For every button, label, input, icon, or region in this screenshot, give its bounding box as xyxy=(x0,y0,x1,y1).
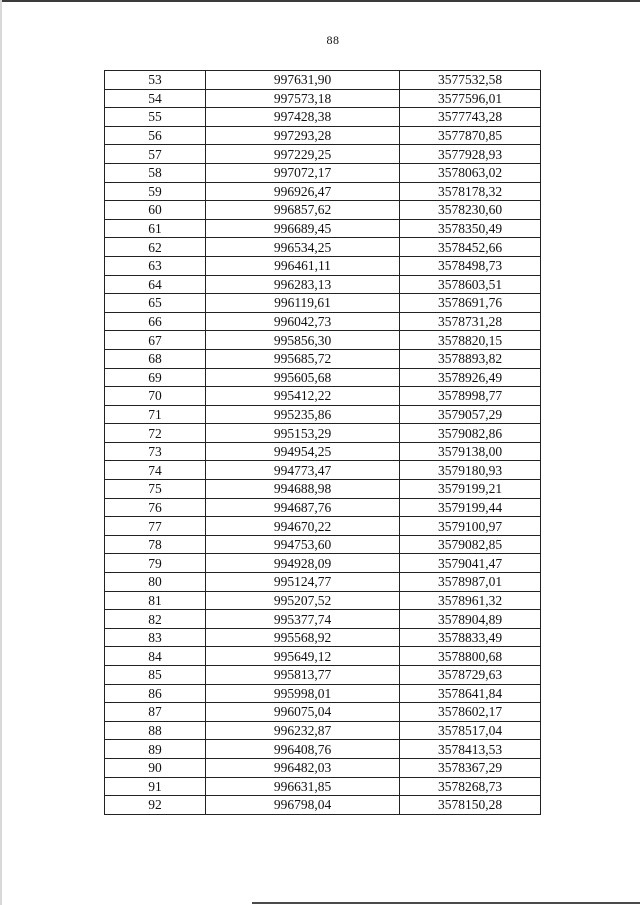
y-coordinate-cell: 3578498,73 xyxy=(400,256,541,275)
point-number-cell: 83 xyxy=(105,628,206,647)
x-coordinate-cell: 996631,85 xyxy=(206,777,400,796)
point-number-cell: 90 xyxy=(105,758,206,777)
y-coordinate-cell: 3579082,86 xyxy=(400,424,541,443)
x-coordinate-cell: 997573,18 xyxy=(206,89,400,108)
point-number-cell: 56 xyxy=(105,126,206,145)
y-coordinate-cell: 3578729,63 xyxy=(400,666,541,685)
y-coordinate-cell: 3578987,01 xyxy=(400,573,541,592)
point-number-cell: 53 xyxy=(105,71,206,90)
y-coordinate-cell: 3577870,85 xyxy=(400,126,541,145)
x-coordinate-cell: 996534,25 xyxy=(206,238,400,257)
x-coordinate-cell: 996283,13 xyxy=(206,275,400,294)
y-coordinate-cell: 3579138,00 xyxy=(400,442,541,461)
table-row xyxy=(105,256,541,275)
point-number-cell: 78 xyxy=(105,535,206,554)
x-coordinate-cell: 996042,73 xyxy=(206,312,400,331)
y-coordinate-cell: 3578452,66 xyxy=(400,238,541,257)
point-number-cell: 65 xyxy=(105,294,206,313)
x-coordinate-cell: 997293,28 xyxy=(206,126,400,145)
point-number-cell: 81 xyxy=(105,591,206,610)
x-coordinate-cell: 995813,77 xyxy=(206,666,400,685)
point-number-cell: 80 xyxy=(105,573,206,592)
x-coordinate-cell: 996857,62 xyxy=(206,201,400,220)
table-row xyxy=(105,312,541,331)
table-row xyxy=(105,331,541,350)
y-coordinate-cell: 3578230,60 xyxy=(400,201,541,220)
x-coordinate-cell: 995998,01 xyxy=(206,684,400,703)
x-coordinate-cell: 996119,61 xyxy=(206,294,400,313)
point-number-cell: 88 xyxy=(105,721,206,740)
x-coordinate-cell: 996075,04 xyxy=(206,703,400,722)
point-number-cell: 60 xyxy=(105,201,206,220)
table-row xyxy=(105,703,541,722)
y-coordinate-cell: 3578150,28 xyxy=(400,796,541,815)
table-row xyxy=(105,777,541,796)
table-row xyxy=(105,610,541,629)
table-row xyxy=(105,721,541,740)
y-coordinate-cell: 3578800,68 xyxy=(400,647,541,666)
table-row xyxy=(105,758,541,777)
y-coordinate-cell: 3578641,84 xyxy=(400,684,541,703)
point-number-cell: 67 xyxy=(105,331,206,350)
table-row xyxy=(105,554,541,573)
y-coordinate-cell: 3578691,76 xyxy=(400,294,541,313)
point-number-cell: 91 xyxy=(105,777,206,796)
point-number-cell: 68 xyxy=(105,349,206,368)
point-number-cell: 72 xyxy=(105,424,206,443)
x-coordinate-cell: 997428,38 xyxy=(206,108,400,127)
point-number-cell: 74 xyxy=(105,461,206,480)
y-coordinate-cell: 3578833,49 xyxy=(400,628,541,647)
y-coordinate-cell: 3578961,32 xyxy=(400,591,541,610)
y-coordinate-cell: 3578731,28 xyxy=(400,312,541,331)
x-coordinate-cell: 994688,98 xyxy=(206,480,400,499)
point-number-cell: 57 xyxy=(105,145,206,164)
point-number-cell: 79 xyxy=(105,554,206,573)
x-coordinate-cell: 995856,30 xyxy=(206,331,400,350)
x-coordinate-cell: 994773,47 xyxy=(206,461,400,480)
point-number-cell: 64 xyxy=(105,275,206,294)
point-number-cell: 85 xyxy=(105,666,206,685)
y-coordinate-cell: 3578413,53 xyxy=(400,740,541,759)
y-coordinate-cell: 3579180,93 xyxy=(400,461,541,480)
x-coordinate-cell: 995207,52 xyxy=(206,591,400,610)
table-row xyxy=(105,647,541,666)
table-row xyxy=(105,145,541,164)
y-coordinate-cell: 3579199,21 xyxy=(400,480,541,499)
table-row xyxy=(105,368,541,387)
scan-left-edge xyxy=(0,0,2,905)
y-coordinate-cell: 3578063,02 xyxy=(400,163,541,182)
y-coordinate-cell: 3578367,29 xyxy=(400,758,541,777)
table-row xyxy=(105,294,541,313)
scan-bottom-border xyxy=(252,902,640,904)
y-coordinate-cell: 3578268,73 xyxy=(400,777,541,796)
table-row xyxy=(105,108,541,127)
x-coordinate-cell: 994670,22 xyxy=(206,517,400,536)
x-coordinate-cell: 997229,25 xyxy=(206,145,400,164)
x-coordinate-cell: 995649,12 xyxy=(206,647,400,666)
x-coordinate-cell: 996461,11 xyxy=(206,256,400,275)
y-coordinate-cell: 3578904,89 xyxy=(400,610,541,629)
y-coordinate-cell: 3578820,15 xyxy=(400,331,541,350)
x-coordinate-cell: 997072,17 xyxy=(206,163,400,182)
point-number-cell: 77 xyxy=(105,517,206,536)
x-coordinate-cell: 996926,47 xyxy=(206,182,400,201)
point-number-cell: 92 xyxy=(105,796,206,815)
table-row xyxy=(105,126,541,145)
point-number-cell: 58 xyxy=(105,163,206,182)
x-coordinate-cell: 996482,03 xyxy=(206,758,400,777)
y-coordinate-cell: 3578178,32 xyxy=(400,182,541,201)
table-row xyxy=(105,684,541,703)
point-number-cell: 69 xyxy=(105,368,206,387)
x-coordinate-cell: 994687,76 xyxy=(206,498,400,517)
table-row xyxy=(105,461,541,480)
table-row xyxy=(105,182,541,201)
y-coordinate-cell: 3579082,85 xyxy=(400,535,541,554)
table-row xyxy=(105,275,541,294)
table-row xyxy=(105,387,541,406)
point-number-cell: 89 xyxy=(105,740,206,759)
table-row xyxy=(105,349,541,368)
x-coordinate-cell: 996689,45 xyxy=(206,219,400,238)
point-number-cell: 62 xyxy=(105,238,206,257)
table-row xyxy=(105,498,541,517)
point-number-cell: 63 xyxy=(105,256,206,275)
point-number-cell: 82 xyxy=(105,610,206,629)
table-row xyxy=(105,740,541,759)
x-coordinate-cell: 995685,72 xyxy=(206,349,400,368)
coordinates-table-body xyxy=(105,71,541,815)
table-row xyxy=(105,71,541,90)
x-coordinate-cell: 995568,92 xyxy=(206,628,400,647)
y-coordinate-cell: 3578998,77 xyxy=(400,387,541,406)
x-coordinate-cell: 995153,29 xyxy=(206,424,400,443)
table-row xyxy=(105,442,541,461)
point-number-cell: 55 xyxy=(105,108,206,127)
table-row xyxy=(105,628,541,647)
y-coordinate-cell: 3577743,28 xyxy=(400,108,541,127)
x-coordinate-cell: 996232,87 xyxy=(206,721,400,740)
x-coordinate-cell: 996408,76 xyxy=(206,740,400,759)
table-row xyxy=(105,405,541,424)
y-coordinate-cell: 3577532,58 xyxy=(400,71,541,90)
x-coordinate-cell: 996798,04 xyxy=(206,796,400,815)
x-coordinate-cell: 995412,22 xyxy=(206,387,400,406)
y-coordinate-cell: 3577928,93 xyxy=(400,145,541,164)
table-row xyxy=(105,201,541,220)
table-row xyxy=(105,796,541,815)
x-coordinate-cell: 995235,86 xyxy=(206,405,400,424)
y-coordinate-cell: 3579199,44 xyxy=(400,498,541,517)
x-coordinate-cell: 995605,68 xyxy=(206,368,400,387)
point-number-cell: 70 xyxy=(105,387,206,406)
point-number-cell: 76 xyxy=(105,498,206,517)
y-coordinate-cell: 3579057,29 xyxy=(400,405,541,424)
coordinates-table xyxy=(104,70,541,815)
table-row xyxy=(105,163,541,182)
x-coordinate-cell: 994954,25 xyxy=(206,442,400,461)
table-row xyxy=(105,666,541,685)
point-number-cell: 71 xyxy=(105,405,206,424)
y-coordinate-cell: 3578602,17 xyxy=(400,703,541,722)
point-number-cell: 75 xyxy=(105,480,206,499)
point-number-cell: 66 xyxy=(105,312,206,331)
x-coordinate-cell: 994753,60 xyxy=(206,535,400,554)
scan-top-border xyxy=(0,0,640,2)
table-row xyxy=(105,219,541,238)
table-row xyxy=(105,573,541,592)
table-row xyxy=(105,591,541,610)
y-coordinate-cell: 3578350,49 xyxy=(400,219,541,238)
table-row xyxy=(105,517,541,536)
point-number-cell: 84 xyxy=(105,647,206,666)
y-coordinate-cell: 3578893,82 xyxy=(400,349,541,368)
page-number: 88 xyxy=(326,33,340,47)
y-coordinate-cell: 3578603,51 xyxy=(400,275,541,294)
point-number-cell: 86 xyxy=(105,684,206,703)
table-row xyxy=(105,424,541,443)
y-coordinate-cell: 3579100,97 xyxy=(400,517,541,536)
point-number-cell: 61 xyxy=(105,219,206,238)
x-coordinate-cell: 995124,77 xyxy=(206,573,400,592)
point-number-cell: 54 xyxy=(105,89,206,108)
point-number-cell: 73 xyxy=(105,442,206,461)
table-row xyxy=(105,480,541,499)
y-coordinate-cell: 3579041,47 xyxy=(400,554,541,573)
x-coordinate-cell: 995377,74 xyxy=(206,610,400,629)
x-coordinate-cell: 997631,90 xyxy=(206,71,400,90)
x-coordinate-cell: 994928,09 xyxy=(206,554,400,573)
point-number-cell: 59 xyxy=(105,182,206,201)
y-coordinate-cell: 3578926,49 xyxy=(400,368,541,387)
point-number-cell: 87 xyxy=(105,703,206,722)
table-row xyxy=(105,535,541,554)
y-coordinate-cell: 3578517,04 xyxy=(400,721,541,740)
table-row xyxy=(105,89,541,108)
y-coordinate-cell: 3577596,01 xyxy=(400,89,541,108)
table-row xyxy=(105,238,541,257)
